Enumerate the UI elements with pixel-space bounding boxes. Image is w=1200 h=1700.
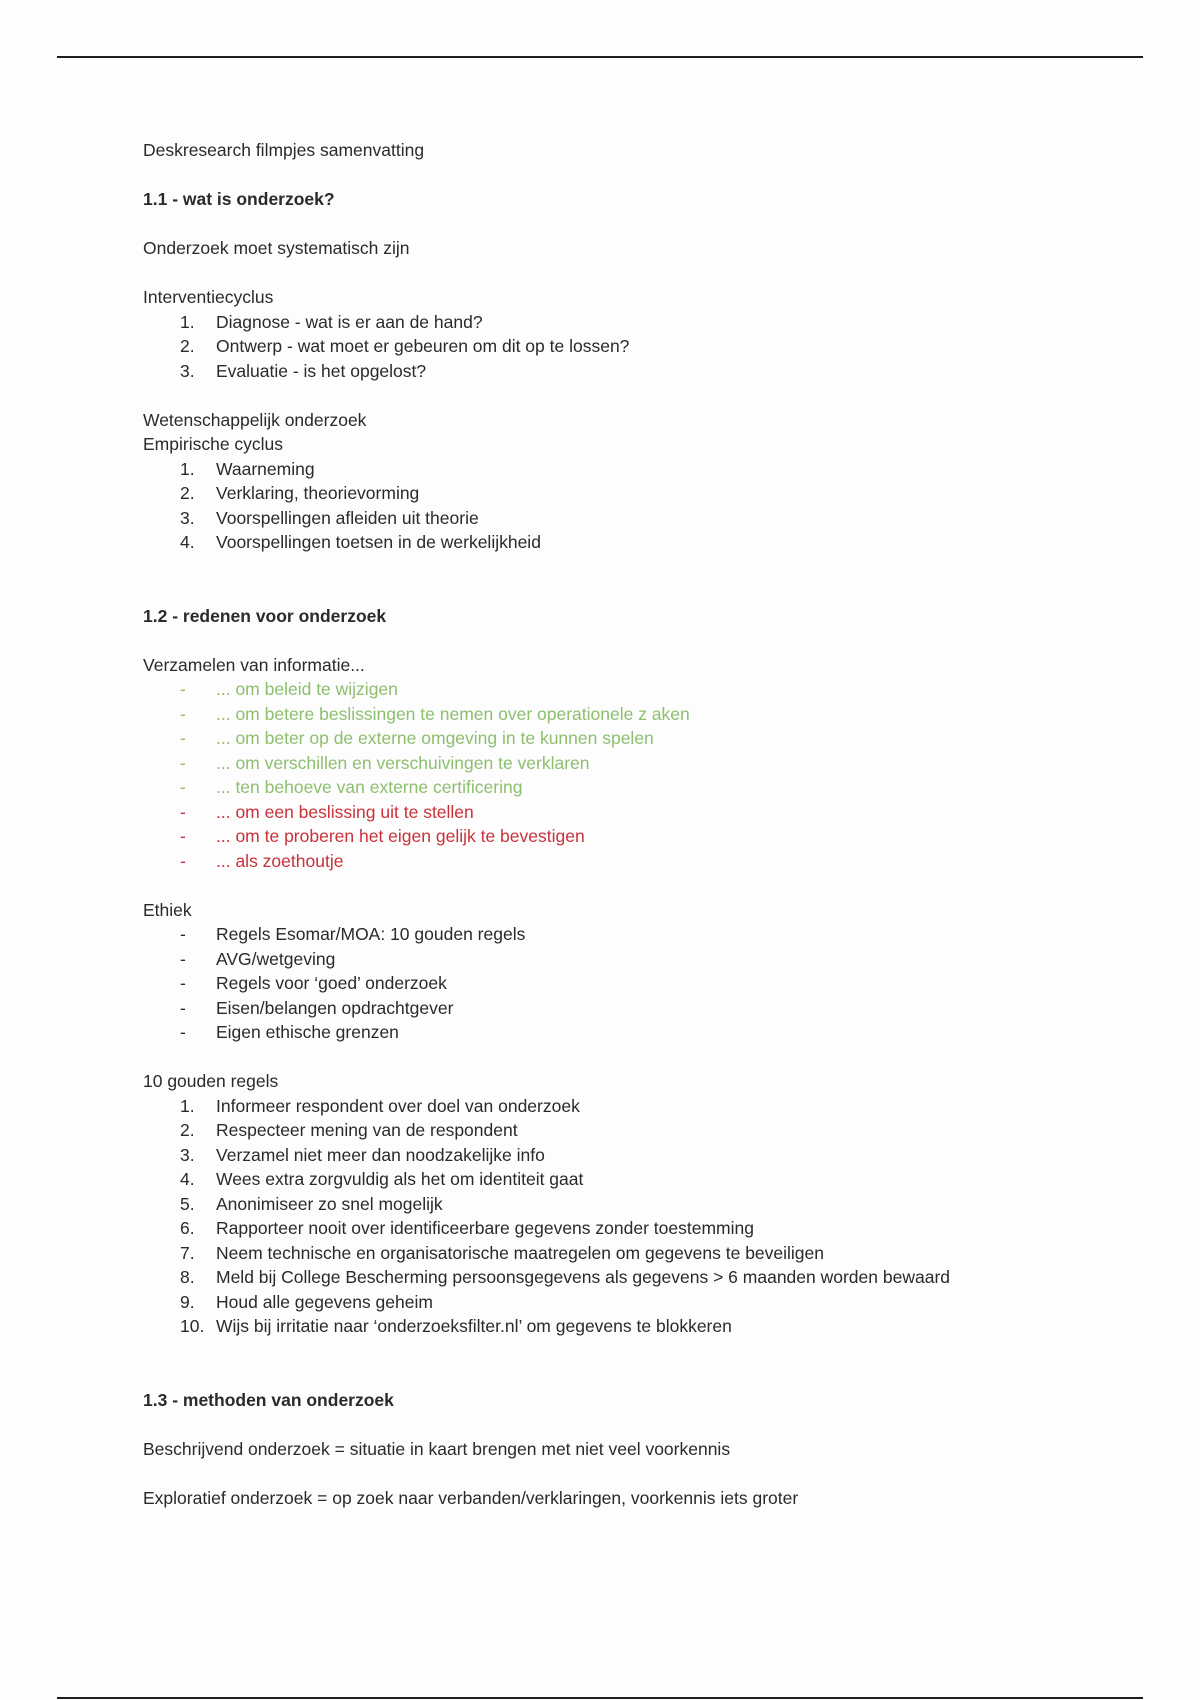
paragraph: Beschrijvend onderzoek = situatie in kaart brengen met niet veel voorkennis: [143, 1438, 731, 1459]
list-item-text: Eisen/belangen opdrachtgever: [216, 997, 454, 1018]
list-item-bad-reason: [143, 800, 1143, 825]
list-item: [143, 996, 1143, 1021]
list-item: [143, 1167, 1143, 1192]
list-dash: -: [180, 850, 186, 871]
list-dash: -: [180, 679, 186, 699]
list-number: 1.: [180, 458, 195, 479]
list-dash: -: [180, 703, 186, 724]
list-item-text: ... om verschillen en verschuivingen te verklaren: [216, 752, 590, 773]
list-item-text: Houd alle gegevens geheim: [216, 1291, 433, 1312]
list-item: [143, 359, 1143, 384]
list-item: [143, 310, 1143, 335]
list-item: [143, 1094, 1143, 1119]
list-item: [143, 1020, 1143, 1045]
list-item: [143, 1143, 1143, 1168]
list-item-text: ... om een beslissing uit te stellen: [216, 801, 474, 822]
list-item-text: ... als zoethoutje: [216, 850, 344, 871]
list-item-text: Diagnose - wat is er aan de hand?: [216, 311, 483, 332]
section-heading-1-1: 1.1 - wat is onderzoek?: [143, 189, 335, 209]
list-number: 1.: [180, 311, 195, 332]
list-number: 5.: [180, 1193, 195, 1214]
list-dash: -: [180, 1022, 186, 1042]
list-number: 2.: [180, 483, 195, 503]
list-item-text: Verklaring, theorievorming: [216, 483, 420, 503]
list-item-text: Eigen ethische grenzen: [216, 1022, 399, 1042]
paragraph: Onderzoek moet systematisch zijn: [143, 238, 410, 258]
list-item: [143, 1290, 1143, 1315]
list-item: [143, 506, 1143, 531]
list-number: 7.: [180, 1242, 195, 1263]
list-number: 6.: [180, 1218, 195, 1238]
empirische-cyclus-list: [143, 457, 1143, 555]
list-number: 9.: [180, 1291, 195, 1312]
list-item: [143, 1241, 1143, 1266]
list-number: 4.: [180, 532, 195, 552]
list-number: 3.: [180, 360, 195, 381]
bottom-rule: [57, 1697, 1143, 1699]
subheading: Wetenschappelijk onderzoek: [143, 409, 367, 430]
list-number: 3.: [180, 507, 195, 528]
list-item-text: Regels voor ‘goed’ onderzoek: [216, 973, 447, 993]
list-item: [143, 947, 1143, 972]
list-dash: -: [180, 924, 186, 944]
list-item-good-reason: [143, 751, 1143, 776]
list-item: [143, 457, 1143, 482]
list-item-text: Voorspellingen afleiden uit theorie: [216, 507, 479, 528]
list-item-good-reason: [143, 775, 1143, 800]
list-item-text: Verzamel niet meer dan noodzakelijke info: [216, 1144, 545, 1165]
list-item: [143, 922, 1143, 947]
list-dash: -: [180, 728, 186, 748]
list-item: [143, 1314, 1143, 1339]
list-item-text: ... ten behoeve van externe certificering: [216, 777, 523, 797]
list-item-text: Wijs bij irritatie naar ‘onderzoeksfilter.nl’ om gegevens te blokkeren: [216, 1316, 732, 1336]
list-item-text: ... om beleid te wijzigen: [216, 679, 398, 699]
interventiecyclus-list: [143, 310, 1143, 384]
list-number: 4.: [180, 1169, 195, 1189]
list-item-good-reason: [143, 726, 1143, 751]
list-number: 3.: [180, 1144, 195, 1165]
list-item-text: AVG/wetgeving: [216, 948, 336, 969]
list-item-text: Voorspellingen toetsen in de werkelijkheid: [216, 532, 541, 552]
list-item-text: Respecteer mening van de respondent: [216, 1120, 518, 1140]
list-item: [143, 481, 1143, 506]
list-dash: -: [180, 948, 186, 969]
list-item: [143, 530, 1143, 555]
list-item: [143, 334, 1143, 359]
list-dash: -: [180, 801, 186, 822]
document-title: Deskresearch filmpjes samenvatting: [143, 140, 425, 160]
list-item-text: Neem technische en organisatorische maatregelen om gegevens te beveiligen: [216, 1242, 825, 1263]
list-number: 10.: [180, 1316, 205, 1336]
list-number: 8.: [180, 1267, 195, 1287]
list-item-text: Rapporteer nooit over identificeerbare gegevens zonder toestemming: [216, 1218, 754, 1238]
list-item-text: ... om beter op de externe omgeving in te kunnen spelen: [216, 728, 654, 748]
list-item: [143, 1192, 1143, 1217]
list-item-text: Wees extra zorgvuldig als het om identiteit gaat: [216, 1169, 584, 1189]
list-item: [143, 1216, 1143, 1241]
list-title: Empirische cyclus: [143, 434, 284, 454]
list-number: 2.: [180, 1120, 195, 1140]
list-item-bad-reason: [143, 824, 1143, 849]
list-title: Ethiek: [143, 899, 192, 920]
section-heading-1-2: 1.2 - redenen voor onderzoek: [143, 605, 387, 626]
list-item-text: ... om betere beslissingen te nemen over operationele z aken: [216, 703, 690, 724]
list-item-text: Regels Esomar/MOA: 10 gouden regels: [216, 924, 526, 944]
list-item-bad-reason: [143, 849, 1143, 874]
list-item-text: Evaluatie - is het opgelost?: [216, 360, 427, 381]
list-title: Verzamelen van informatie...: [143, 654, 365, 675]
list-dash: -: [180, 826, 186, 846]
list-item-text: ... om te proberen het eigen gelijk te bevestigen: [216, 826, 585, 846]
golden-rules-list: [143, 1094, 1143, 1339]
top-rule: [57, 56, 1143, 58]
list-item-good-reason: [143, 702, 1143, 727]
list-item-good-reason: [143, 677, 1143, 702]
list-item: [143, 1118, 1143, 1143]
list-item-text: Informeer respondent over doel van onderzoek: [216, 1095, 580, 1116]
list-dash: -: [180, 997, 186, 1018]
section-heading-1-3: 1.3 - methoden van onderzoek: [143, 1389, 394, 1410]
list-number: 1.: [180, 1095, 195, 1116]
list-title: 10 gouden regels: [143, 1071, 279, 1091]
list-item-text: Waarneming: [216, 458, 315, 479]
list-item: [143, 971, 1143, 996]
list-number: 2.: [180, 336, 195, 356]
list-dash: -: [180, 973, 186, 993]
list-item-text: Anonimiseer zo snel mogelijk: [216, 1193, 443, 1214]
list-item-text: Meld bij College Bescherming persoonsgegevens als gegevens > 6 maanden worden bewaard: [216, 1267, 951, 1287]
document-page: [143, 138, 1143, 1510]
ethics-list: [143, 922, 1143, 1045]
paragraph: Exploratief onderzoek = op zoek naar verbanden/verklaringen, voorkennis iets groter: [143, 1487, 799, 1508]
list-title: Interventiecyclus: [143, 287, 274, 307]
reasons-list: [143, 677, 1143, 873]
list-item: [143, 1265, 1143, 1290]
list-item-text: Ontwerp - wat moet er gebeuren om dit op te lossen?: [216, 336, 630, 356]
list-dash: -: [180, 752, 186, 773]
list-dash: -: [180, 777, 186, 797]
